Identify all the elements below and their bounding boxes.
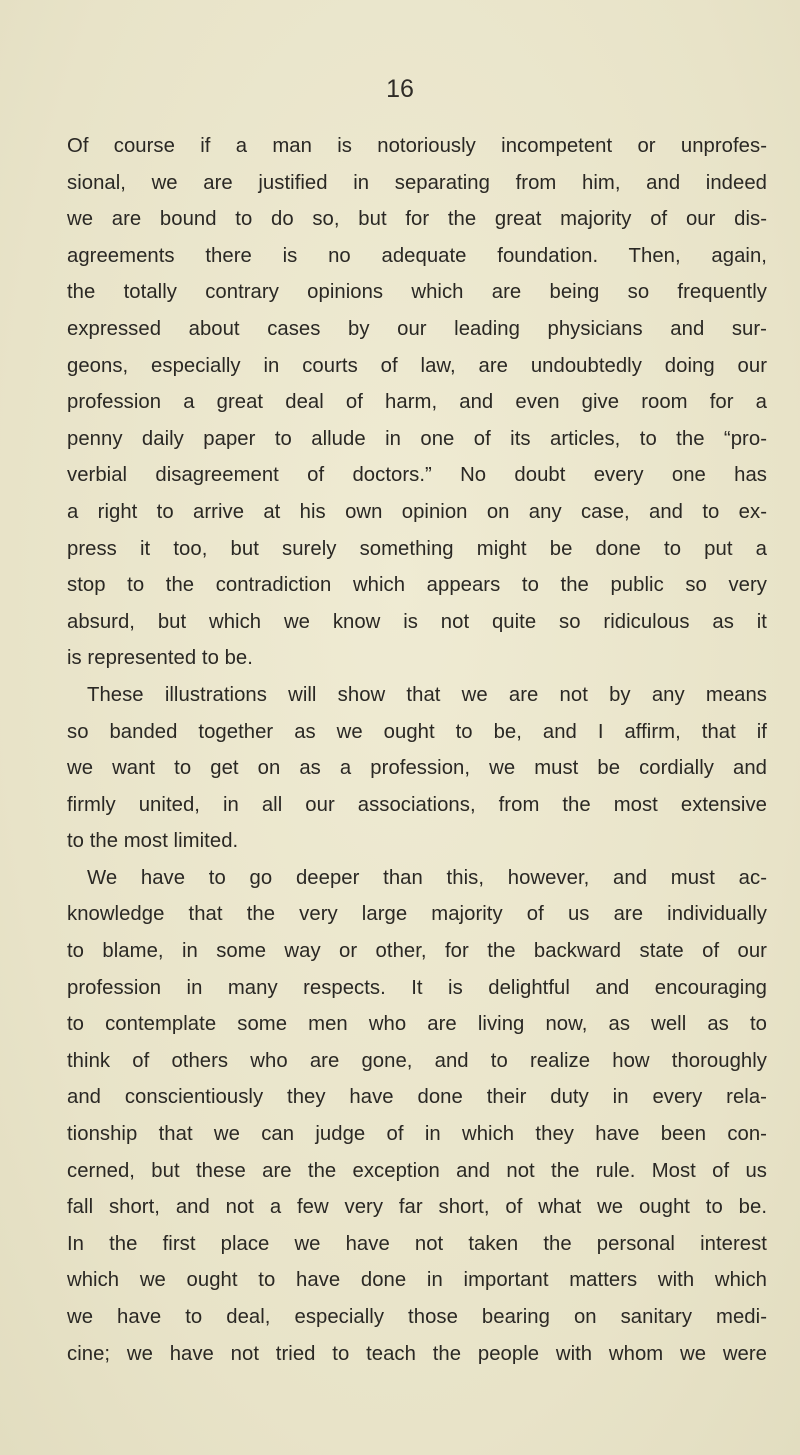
text-line: profession in many respects. It is delightful and encouraging	[67, 976, 767, 999]
text-line: In the first place we have not taken the personal interest	[67, 1232, 767, 1255]
text-line: which we ought to have done in important matters with which	[67, 1269, 767, 1292]
body-text	[67, 128, 767, 1372]
text-line: sional, we are justified in separating from him, and indeed	[67, 171, 767, 194]
text-line: stop to the contradiction which appears to the public so very	[67, 574, 767, 597]
text-line: expressed about cases by our leading physicians and sur-	[67, 317, 767, 340]
text-line: is represented to be.	[67, 647, 253, 670]
text-line: think of others who are gone, and to realize how thoroughly	[67, 1049, 767, 1072]
text-line: profession a great deal of harm, and even give room for a	[67, 391, 767, 414]
text-line: to blame, in some way or other, for the backward state of our	[67, 940, 767, 963]
text-line: geons, especially in courts of law, are undoubtedly doing our	[67, 354, 767, 377]
text-line: knowledge that the very large majority of us are individually	[67, 903, 767, 926]
text-line: we have to deal, especially those bearing on sanitary medi-	[67, 1306, 767, 1328]
text-line: cerned, but these are the exception and not the rule. Most of us	[67, 1159, 767, 1182]
text-line: press it too, but surely something might be done to put a	[67, 537, 767, 560]
text-line: absurd, but which we know is not quite so ridiculous as it	[67, 610, 767, 633]
text-line: These illustrations will show that we are not by any means	[87, 683, 767, 706]
text-line: and conscientiously they have done their duty in every rela-	[67, 1086, 767, 1109]
text-line: fall short, and not a few very far short, of what we ought to be.	[67, 1196, 767, 1219]
text-line: cine; we have not tried to teach the people with whom we were	[67, 1342, 767, 1365]
text-line: verbial disagreement of doctors.” No doubt every one has	[67, 464, 767, 487]
text-line: agreements there is no adequate foundation. Then, again,	[67, 244, 767, 267]
text-line: so banded together as we ought to be, and I affirm, that if	[67, 720, 767, 743]
text-line: a right to arrive at his own opinion on any case, and to ex-	[67, 500, 767, 523]
text-line: Of course if a man is notoriously incompetent or unprofes-	[67, 135, 767, 157]
text-line: we want to get on as a profession, we must be cordially and	[67, 757, 767, 780]
text-line: penny daily paper to allude in one of its articles, to the “pro-	[67, 427, 767, 450]
text-line: tionship that we can judge of in which they have been con-	[67, 1123, 767, 1146]
text-line: we are bound to do so, but for the great majority of our dis-	[67, 208, 767, 231]
text-line: firmly united, in all our associations, from the most extensive	[67, 793, 767, 816]
text-line: We have to go deeper than this, however, and must ac-	[87, 866, 767, 889]
text-line: to contemplate some men who are living now, as well as to	[67, 1013, 767, 1036]
text-line: the totally contrary opinions which are being so frequently	[67, 281, 767, 304]
page-number: 16	[386, 75, 414, 103]
text-line: to the most limited.	[67, 830, 239, 853]
